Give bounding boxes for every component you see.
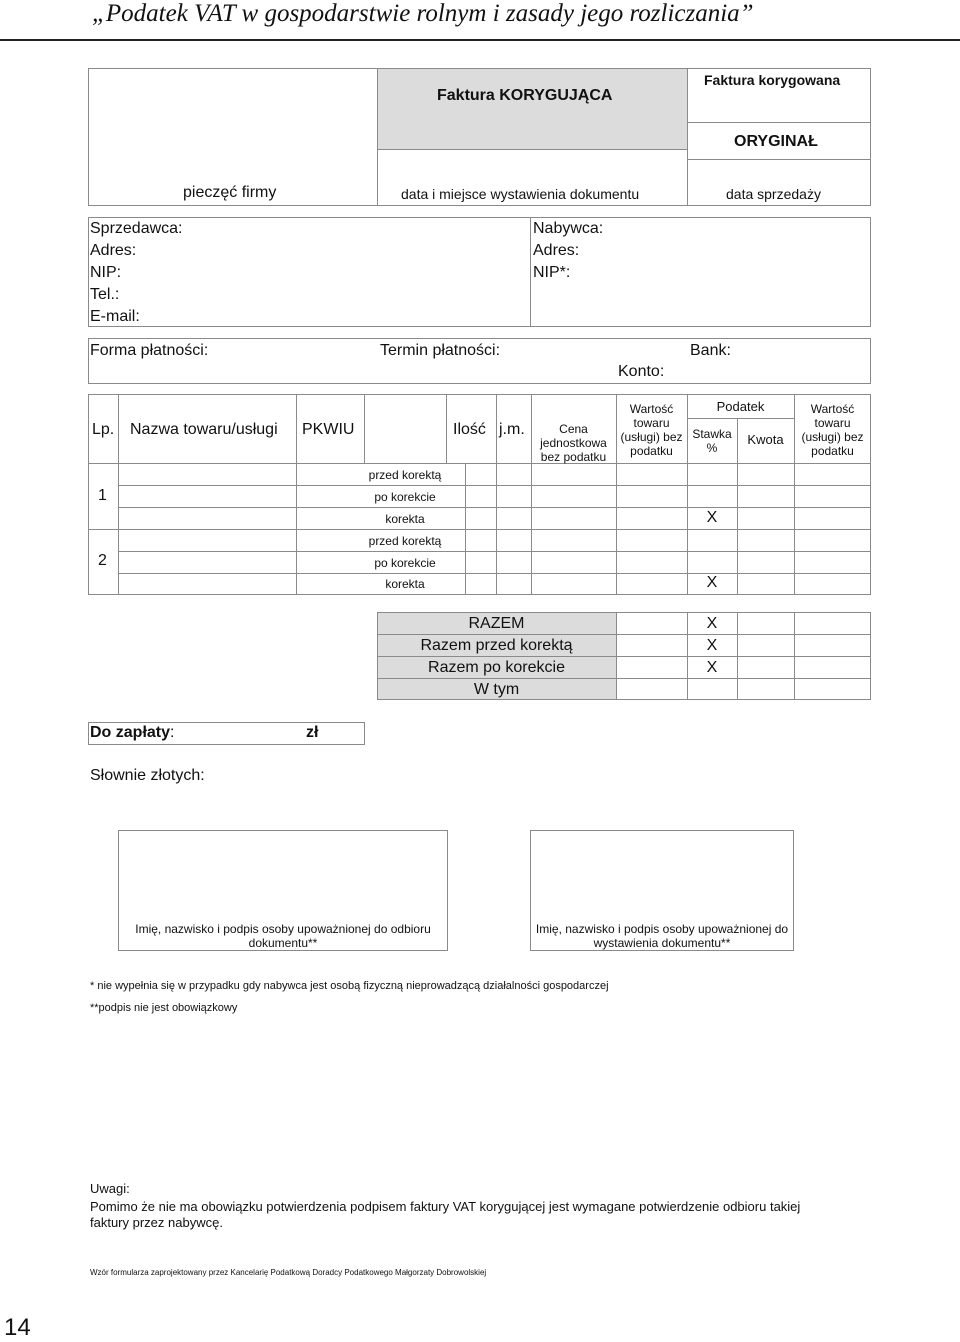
summary-total: RAZEM — [468, 615, 525, 632]
sale-date-label: data sprzedaży — [726, 186, 821, 202]
remarks-line-2: faktury przez nabywcę. — [90, 1215, 223, 1230]
footnote-2: **podpis nie jest obowiązkowy — [90, 1002, 238, 1014]
row-1-before: przed korektą — [368, 468, 442, 482]
col-pkwiu: PKWIU — [302, 421, 355, 438]
buyer-label: Nabywca: — [533, 220, 604, 237]
buyer-nip: NIP*: — [533, 264, 571, 281]
seller-phone: Tel.: — [90, 286, 120, 303]
row-1-lp: 1 — [98, 487, 107, 504]
bank-label: Bank: — [690, 342, 731, 359]
col-price: Cena jednostkowa bez podatku — [540, 422, 607, 464]
payment-due-currency: zł — [306, 724, 319, 741]
payment-form-label: Forma płatności: — [90, 342, 209, 359]
col-net-value: Wartość towaru (usługi) bez podatku — [620, 402, 683, 458]
col-tax: Podatek — [716, 399, 765, 414]
footnote-1: * nie wypełnia się w przypadku gdy nabywca jest osobą fizyczną nieprowadzącą działalności gospodarczej — [90, 980, 609, 992]
col-gross-value: Wartość towaru (usługi) bez podatku — [801, 402, 864, 458]
row-2-before: przed korektą — [368, 534, 442, 548]
row-2-correction: korekta — [385, 577, 425, 591]
receiver-signature-caption: Imię, nazwisko i podpis osoby upoważnionej do odbioru dokumentu** — [135, 922, 431, 950]
header-divider — [0, 39, 960, 41]
row-2-lp: 2 — [98, 552, 107, 569]
summary-total-x: X — [706, 615, 718, 632]
col-unit: j.m. — [499, 421, 525, 438]
stamp-label: pieczęć firmy — [183, 184, 277, 201]
original-label: ORYGINAŁ — [734, 133, 818, 150]
row-1-rate-x: X — [706, 509, 718, 526]
col-name: Nazwa towaru/usługi — [130, 421, 278, 438]
seller-nip: NIP: — [90, 264, 122, 281]
remarks-title: Uwagi: — [90, 1181, 130, 1196]
corrected-label: Faktura korygowana — [704, 72, 841, 88]
col-qty: Ilość — [453, 421, 486, 438]
issuer-signature-caption: Imię, nazwisko i podpis osoby upoważnionej do wystawienia dokumentu** — [535, 922, 789, 950]
payment-due-label: Do zapłaty: — [90, 724, 175, 741]
page-header-title: „Podatek VAT w gospodarstwie rolnym i zasady jego rozliczania” — [92, 0, 754, 27]
summary-before: Razem przed korektą — [420, 637, 573, 654]
col-amount: Kwota — [747, 432, 784, 447]
seller-label: Sprzedawca: — [90, 220, 183, 237]
form-credit: Wzór formularza zaprojektowany przez Kancelarię Podatkową Doradcy Podatkowego Małgorzaty Dobrowolskiej — [90, 1268, 487, 1277]
invoice-title-box — [377, 68, 688, 150]
col-rate: Stawka % — [692, 427, 732, 455]
row-2-rate-x: X — [706, 574, 718, 591]
seller-address: Adres: — [90, 242, 137, 259]
row-2-after: po korekcie — [374, 556, 436, 570]
col-lp: Lp. — [92, 421, 115, 438]
payment-term-label: Termin płatności: — [380, 342, 501, 359]
account-label: Konto: — [618, 363, 665, 380]
summary-before-x: X — [706, 637, 718, 654]
invoice-title: Faktura KORYGUJĄCA — [437, 87, 613, 104]
row-1-correction: korekta — [385, 512, 425, 526]
buyer-address: Adres: — [533, 242, 580, 259]
summary-including: W tym — [473, 681, 520, 698]
row-1-after: po korekcie — [374, 490, 436, 504]
summary-after: Razem po korekcie — [428, 659, 565, 676]
seller-email: E-mail: — [90, 308, 140, 325]
page-number: 14 — [4, 1314, 31, 1341]
date-place-label: data i miejsce wystawienia dokumentu — [401, 186, 640, 202]
remarks-line-1: Pomimo że nie ma obowiązku potwierdzenia podpisem faktury VAT korygującej jest wymagane potwierdzenie odbioru takiej — [90, 1199, 801, 1214]
amount-in-words-label: Słownie złotych: — [90, 767, 205, 784]
summary-after-x: X — [706, 659, 718, 676]
